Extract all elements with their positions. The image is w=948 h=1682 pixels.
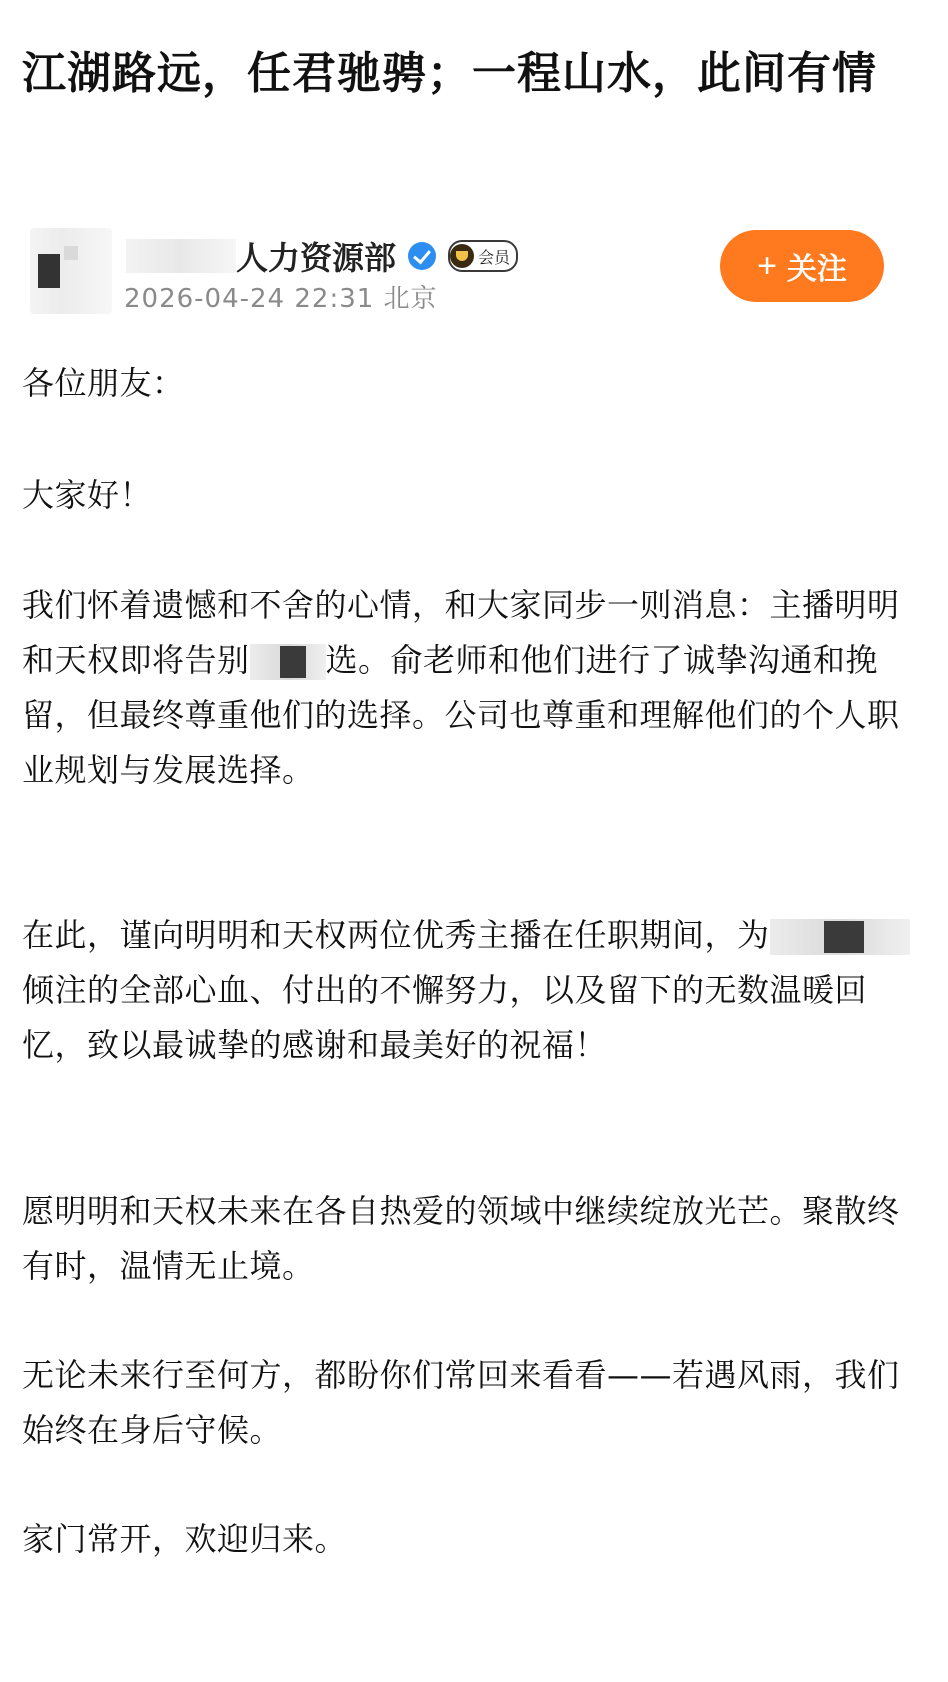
author-row [30, 228, 930, 328]
greeting-text: 各位朋友： [22, 364, 185, 402]
verified-check-icon [408, 242, 436, 270]
member-label: 会员 [478, 247, 511, 267]
post-timestamp-location: 2026-04-24 22:31 北京 [124, 284, 438, 314]
post-title: 江湖路远，任君驰骋；一程山水，此间有情 [22, 48, 877, 99]
member-badge[interactable] [448, 240, 518, 272]
follow-button[interactable] [720, 230, 884, 302]
paragraph-1-part-1: 我们怀着遗憾和不舍的心情，和大家同步一则消息：主播明明和天权即将告别 [22, 586, 900, 679]
redacted-text [770, 919, 910, 955]
author-name-redacted [126, 239, 236, 273]
paragraph-1 [22, 578, 927, 798]
paragraph-1-part-2: 选。俞老师和他们进行了诚挚沟通和挽留，但最终尊重他们的选择。公司也尊重和理解他们的个人职业规划与发展选择。 [22, 641, 900, 789]
paragraph-2-part-2: 倾注的全部心血、付出的不懈努力，以及留下的无数温暖回忆，致以最诚挚的感谢和最美好的祝福！ [22, 971, 868, 1064]
author-name-row [126, 234, 518, 278]
paragraph-3: 愿明明和天权未来在各自热爱的领域中继续绽放光芒。聚散终有时，温情无止境。 [22, 1192, 900, 1285]
plus-icon: + [757, 246, 777, 285]
member-crown-icon [450, 244, 474, 268]
paragraph-2 [22, 908, 927, 1073]
avatar-mosaic-light [64, 246, 78, 260]
paragraph-4: 无论未来行至何方，都盼你们常回来看看——若遇风雨，我们始终在身后守候。 [22, 1356, 900, 1449]
author-name[interactable]: 人力资源部 [236, 239, 397, 277]
avatar-mosaic [38, 254, 60, 288]
avatar[interactable] [30, 228, 112, 314]
hello-text: 大家好！ [22, 476, 153, 514]
paragraph-2-part-1: 在此，谨向明明和天权两位优秀主播在任职期间，为 [22, 916, 770, 954]
redacted-text [250, 644, 326, 680]
paragraph-5: 家门常开，欢迎归来。 [22, 1520, 348, 1558]
follow-label: 关注 [786, 253, 847, 286]
